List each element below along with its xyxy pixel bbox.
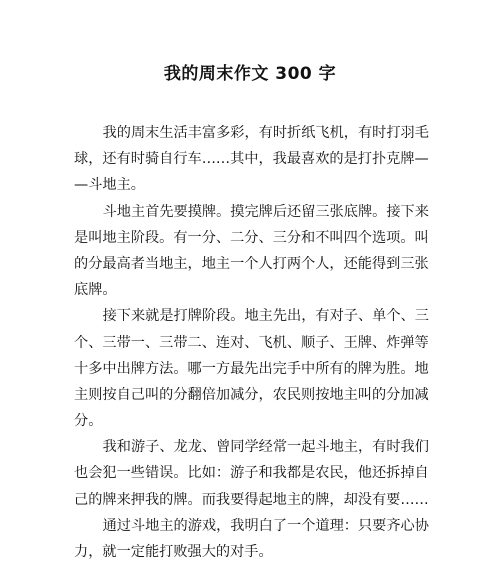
- document-title: 我的周末作文 300 字: [163, 64, 337, 84]
- paragraph-1: [74, 120, 429, 199]
- text-line: —斗地主。: [74, 177, 145, 194]
- text-line: 接下来就是打牌阶段。地主先出，有对子、单个、三: [102, 308, 429, 325]
- text-line: 主则按自己叫的分翻倍加减分，农民则按地主叫的分加减: [74, 386, 429, 403]
- text-line: 个、三带一、三带二、连对、飞机、顺子、王牌、炸弹等: [74, 334, 429, 351]
- paragraph-3: [74, 303, 429, 434]
- text-line: 分。: [74, 413, 103, 430]
- document-body: [74, 120, 429, 565]
- text-line: 底牌。: [74, 282, 117, 299]
- text-line: 的分最高者当地主，地主一个人打两个人，还能得到三张: [74, 255, 429, 272]
- text-line: 斗地主首先要摸牌。摸完牌后还留三张底牌。接下来: [102, 203, 429, 220]
- paragraph-4: [74, 434, 429, 513]
- text-line: 我的周末生活丰富多彩，有时折纸飞机，有时打羽毛: [102, 125, 429, 141]
- text-line: 也会犯一些错误。比如：游子和我都是农民，他还拆掉自: [74, 465, 429, 482]
- text-line: 通过斗地主的游戏，我明白了一个道理：只要齐心协: [102, 517, 429, 534]
- text-line: 球，还有时骑自行车……其中，我最喜欢的是打扑克牌—: [74, 151, 429, 168]
- paragraph-2: [74, 199, 429, 304]
- paragraph-5: [74, 513, 429, 565]
- text-line: 是叫地主阶段。有一分、二分、三分和不叫四个选项。叫: [74, 229, 429, 246]
- text-line: 我和游子、龙龙、曾同学经常一起斗地主，有时我们: [102, 439, 429, 456]
- text-line: 力，就一定能打败强大的对手。: [74, 544, 273, 560]
- text-line: 己的牌来押我的牌。而我要得起地主的牌，却没有要……: [74, 491, 429, 508]
- text-line: 十多中出牌方法。哪一方最先出完手中所有的牌为胜。地: [74, 360, 429, 377]
